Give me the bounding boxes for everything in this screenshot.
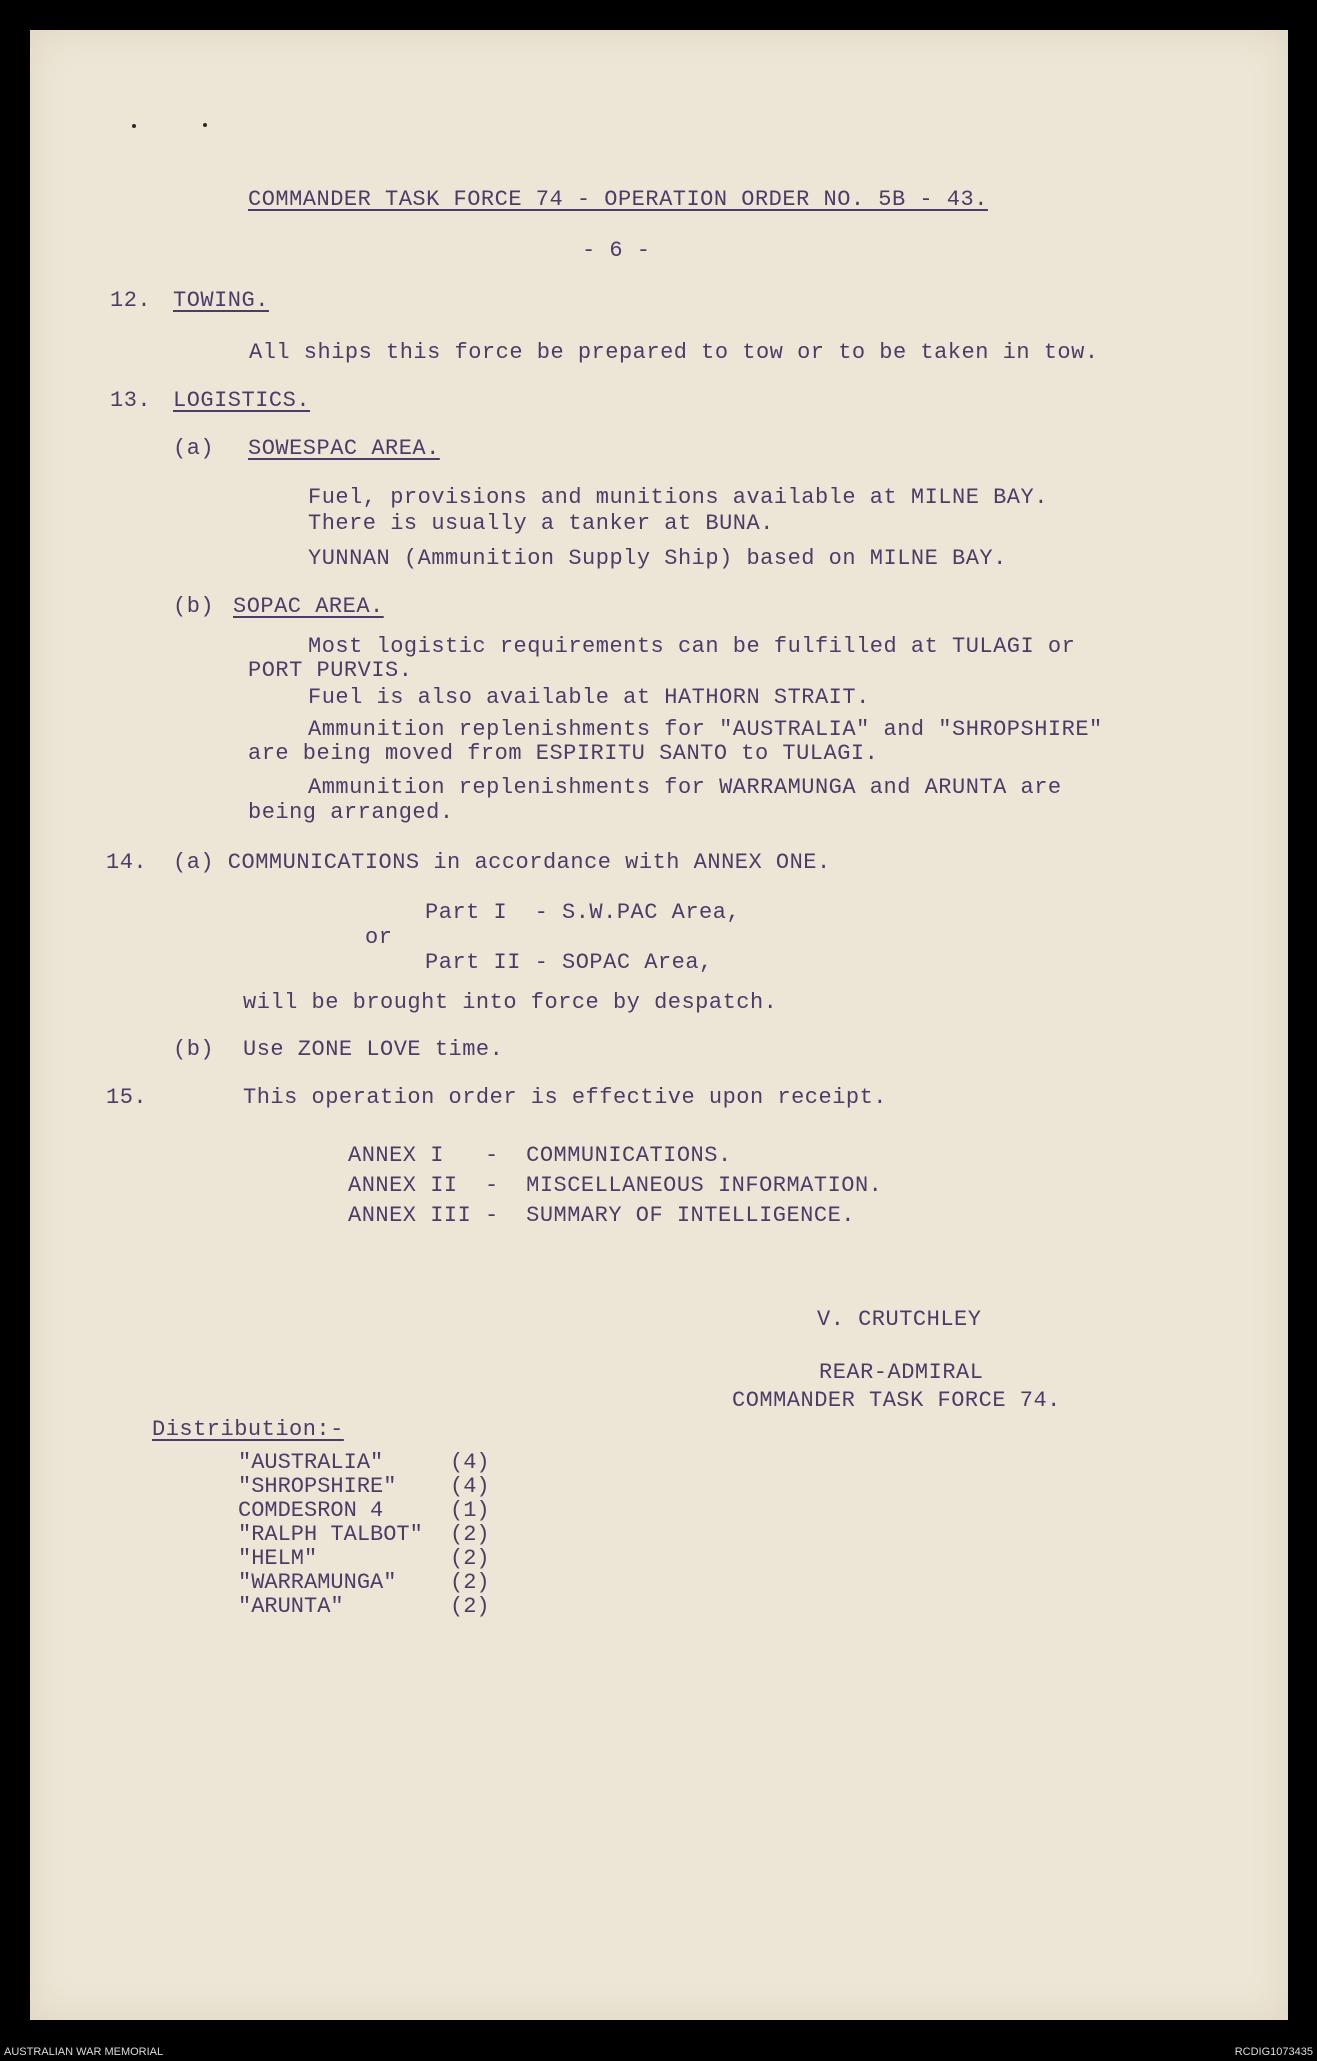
section-14a-text: (a) COMMUNICATIONS in accordance with ANNEX ONE. — [173, 850, 831, 875]
distribution-recipient: "AUSTRALIA" — [238, 1450, 384, 1475]
annex-line: ANNEX III - SUMMARY OF INTELLIGENCE. — [348, 1203, 855, 1228]
section-13b-label: (b) — [173, 594, 215, 619]
section-13a-label: (a) — [173, 436, 215, 461]
section-14-part-1: Part I - S.W.PAC Area, — [425, 900, 741, 925]
punch-mark — [132, 124, 136, 128]
section-13a-line: There is usually a tanker at BUNA. — [308, 511, 774, 536]
section-12-text: All ships this force be prepared to tow or to be taken in tow. — [249, 340, 1099, 365]
distribution-recipient: COMDESRON 4 — [238, 1498, 384, 1523]
section-14b-text: Use ZONE LOVE time. — [243, 1037, 504, 1062]
section-14-part-2: Part II - SOPAC Area, — [425, 950, 713, 975]
section-13a-line: YUNNAN (Ammunition Supply Ship) based on MILNE BAY. — [308, 546, 1007, 571]
annex-line: ANNEX II - MISCELLANEOUS INFORMATION. — [348, 1173, 883, 1198]
section-14-number: 14. — [106, 850, 148, 875]
signature-rank: REAR-ADMIRAL — [819, 1360, 984, 1385]
section-13b-line: Most logistic requirements can be fulfilled at TULAGI or — [308, 634, 1076, 659]
section-13b-line: PORT PURVIS. — [248, 658, 413, 683]
distribution-copies: (2) — [450, 1546, 490, 1571]
section-12-number: 12. — [110, 288, 152, 313]
section-13b-line: Ammunition replenishments for "AUSTRALIA" and "SHROPSHIRE" — [308, 717, 1103, 742]
section-13-number: 13. — [110, 388, 152, 413]
distribution-copies: (2) — [450, 1594, 490, 1619]
section-13b-line: Ammunition replenishments for WARRAMUNGA and ARUNTA are — [308, 775, 1062, 800]
section-14b-label: (b) — [173, 1037, 215, 1062]
distribution-heading: Distribution:- — [152, 1417, 344, 1442]
footer-credit: AUSTRALIAN WAR MEMORIAL — [4, 2046, 164, 2058]
document-page — [30, 30, 1288, 2020]
distribution-copies: (1) — [450, 1498, 490, 1523]
distribution-recipient: "HELM" — [238, 1546, 318, 1571]
signature-title: COMMANDER TASK FORCE 74. — [732, 1388, 1061, 1413]
document-title: COMMANDER TASK FORCE 74 - OPERATION ORDER NO. 5B - 43. — [248, 187, 988, 212]
section-14-tail: will be brought into force by despatch. — [243, 990, 778, 1015]
distribution-copies: (2) — [450, 1522, 490, 1547]
section-13-heading: LOGISTICS. — [173, 388, 311, 413]
section-14-or: or — [365, 925, 393, 950]
distribution-recipient: "SHROPSHIRE" — [238, 1474, 397, 1499]
page-number: - 6 - — [582, 238, 651, 263]
section-13b-line: are being moved from ESPIRITU SANTO to TULAGI. — [248, 741, 879, 766]
section-15-number: 15. — [106, 1085, 148, 1110]
annex-line: ANNEX I - COMMUNICATIONS. — [348, 1143, 732, 1168]
section-13b-line: Fuel is also available at HATHORN STRAIT. — [308, 685, 870, 710]
section-15-text: This operation order is effective upon receipt. — [243, 1085, 888, 1110]
distribution-recipient: "RALPH TALBOT" — [238, 1522, 423, 1547]
section-12-heading: TOWING. — [173, 288, 269, 313]
section-13b-line: being arranged. — [248, 800, 454, 825]
section-13a-line: Fuel, provisions and munitions available at MILNE BAY. — [308, 485, 1048, 510]
distribution-copies: (2) — [450, 1570, 490, 1595]
section-13b-heading: SOPAC AREA. — [233, 594, 384, 619]
footer-id: RCDIG1073435 — [1234, 2046, 1313, 2058]
distribution-copies: (4) — [450, 1474, 490, 1499]
section-13a-heading: SOWESPAC AREA. — [248, 436, 440, 461]
distribution-recipient: "ARUNTA" — [238, 1594, 344, 1619]
distribution-recipient: "WARRAMUNGA" — [238, 1570, 397, 1595]
distribution-copies: (4) — [450, 1450, 490, 1475]
signature-name: V. CRUTCHLEY — [817, 1307, 982, 1332]
punch-mark — [203, 123, 207, 127]
